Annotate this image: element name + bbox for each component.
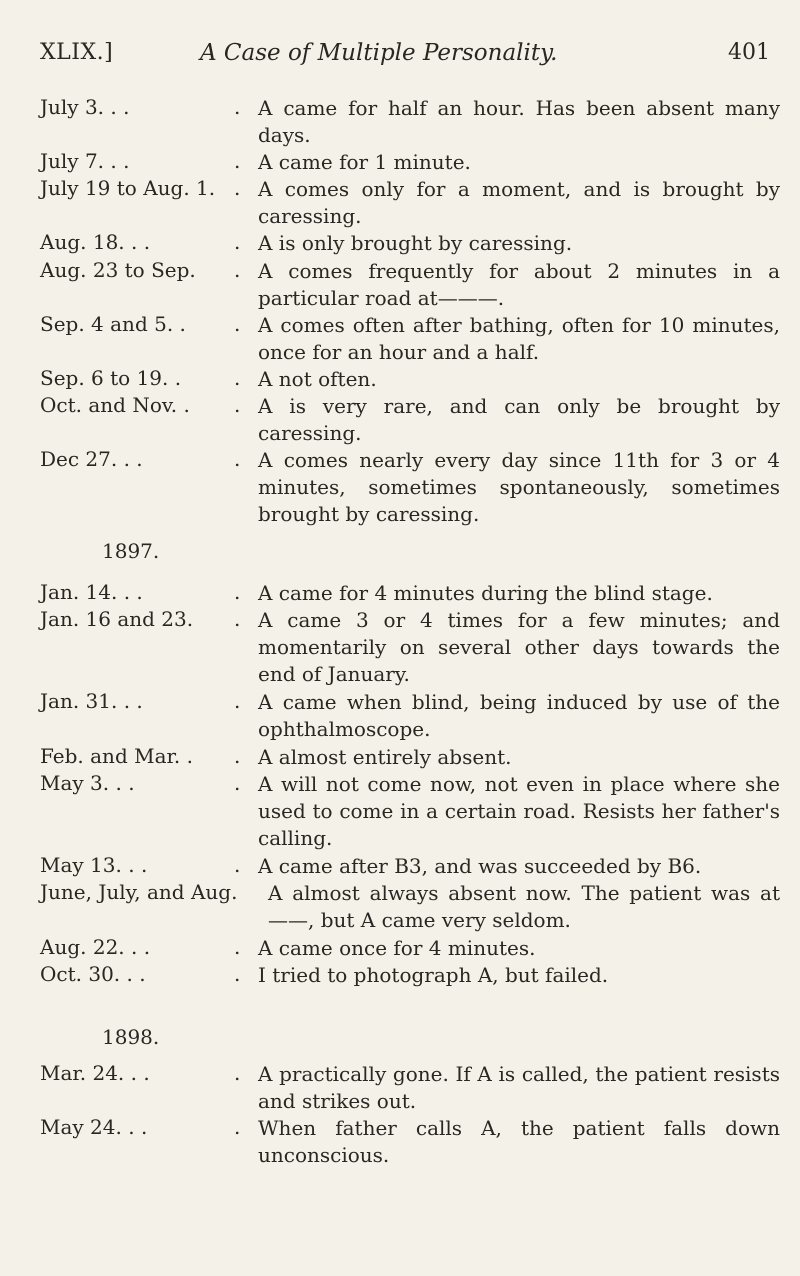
entry-text: A came for 1 minute. [258, 150, 471, 174]
entry-date: Sep. 6 to 19. . [40, 366, 182, 390]
entry-text: I tried to photograph A, but failed. [258, 963, 609, 987]
entry-date: Aug. 18. . . [40, 230, 151, 254]
entry-text: A is very rare, and can only be brought by caressing. [258, 394, 780, 445]
entry-date: Mar. 24. . . [40, 1061, 150, 1085]
entry-date: Aug. 23 to Sep. [40, 258, 196, 282]
entry-date: July 19 to Aug. 1. [40, 176, 216, 200]
leader-dot: . [234, 1115, 241, 1139]
leader-dot: . [234, 366, 241, 390]
entry-text: A came for half an hour. Has been absent many days. [258, 96, 780, 147]
page-number: 401 [728, 40, 770, 65]
leader-dot: . [234, 258, 241, 282]
entry-text: A came when blind, being induced by use of the ophthalmoscope. [258, 690, 780, 741]
entry-date: Aug. 22. . . [40, 935, 151, 959]
leader-dot: . [234, 853, 241, 877]
leader-dot: . [234, 230, 241, 254]
entry-text: A not often. [258, 367, 377, 391]
page-header [40, 40, 770, 80]
entry-text: When father calls A, the patient falls down unconscious. [258, 1116, 780, 1167]
entry-text: A almost always absent now. The patient was at ——, but A came very seldom. [268, 881, 780, 932]
leader-dot: . [234, 744, 241, 768]
leader-dot: . [234, 1061, 241, 1085]
entry-text: A came 3 or 4 times for a few minutes; and momentarily on several other days towards the end of January. [258, 608, 780, 686]
entry-date: Feb. and Mar. . [40, 744, 193, 768]
entry-date: Jan. 31. . . [40, 689, 143, 713]
entry-text: A is only brought by caressing. [258, 231, 573, 255]
entry-date: May 24. . . [40, 1115, 148, 1139]
year-heading: 1898. [102, 1025, 160, 1049]
leader-dot: . [234, 149, 241, 173]
leader-dot: . [234, 176, 241, 200]
leader-dot: . [234, 771, 241, 795]
leader-dot: . [234, 447, 241, 471]
entry-text: A comes often after bathing, often for 10 minutes, once for an hour and a half. [258, 313, 780, 364]
chapter-number: XLIX.] [40, 40, 114, 65]
entry-date: Jan. 14. . . [40, 580, 143, 604]
entry-text: A came once for 4 minutes. [258, 936, 536, 960]
entry-date: May 3. . . [40, 771, 135, 795]
leader-dot: . [234, 607, 241, 631]
entry-text: A comes only for a moment, and is brought by caressing. [258, 177, 780, 228]
leader-dot: . [234, 580, 241, 604]
leader-dot: . [234, 935, 241, 959]
entry-text: A comes frequently for about 2 minutes in a particular road at———. [258, 259, 780, 310]
entry-date: June, July, and Aug. [40, 880, 238, 904]
leader-dot: . [234, 962, 241, 986]
entry-date: July 7. . . [40, 149, 130, 173]
entry-date: Sep. 4 and 5. . [40, 312, 186, 336]
entry-date: July 3. . . [40, 95, 130, 119]
entry-date: Dec 27. . . [40, 447, 143, 471]
entry-text: A practically gone. If A is called, the patient resists and strikes out. [258, 1062, 780, 1113]
entry-date: May 13. . . [40, 853, 148, 877]
entry-text: A almost entirely absent. [258, 745, 512, 769]
running-title: A Case of Multiple Personality. [200, 40, 558, 66]
entry-date: Oct. and Nov. . [40, 393, 190, 417]
entry-text: A will not come now, not even in place where she used to come in a certain road. Resists her father's calling. [258, 772, 780, 850]
year-heading: 1897. [102, 539, 160, 563]
leader-dot: . [234, 95, 241, 119]
leader-dot: . [234, 312, 241, 336]
leader-dot: . [234, 393, 241, 417]
leader-dot: . [234, 689, 241, 713]
entry-text: A came for 4 minutes during the blind stage. [258, 581, 713, 605]
entry-date: Jan. 16 and 23. [40, 607, 194, 631]
entry-text: A comes nearly every day since 11th for 3 or 4 minutes, sometimes spontaneously, sometimes brought by caressing. [258, 448, 780, 526]
entry-date: Oct. 30. . . [40, 962, 146, 986]
entry-text: A came after B3, and was succeeded by B6. [258, 854, 702, 878]
